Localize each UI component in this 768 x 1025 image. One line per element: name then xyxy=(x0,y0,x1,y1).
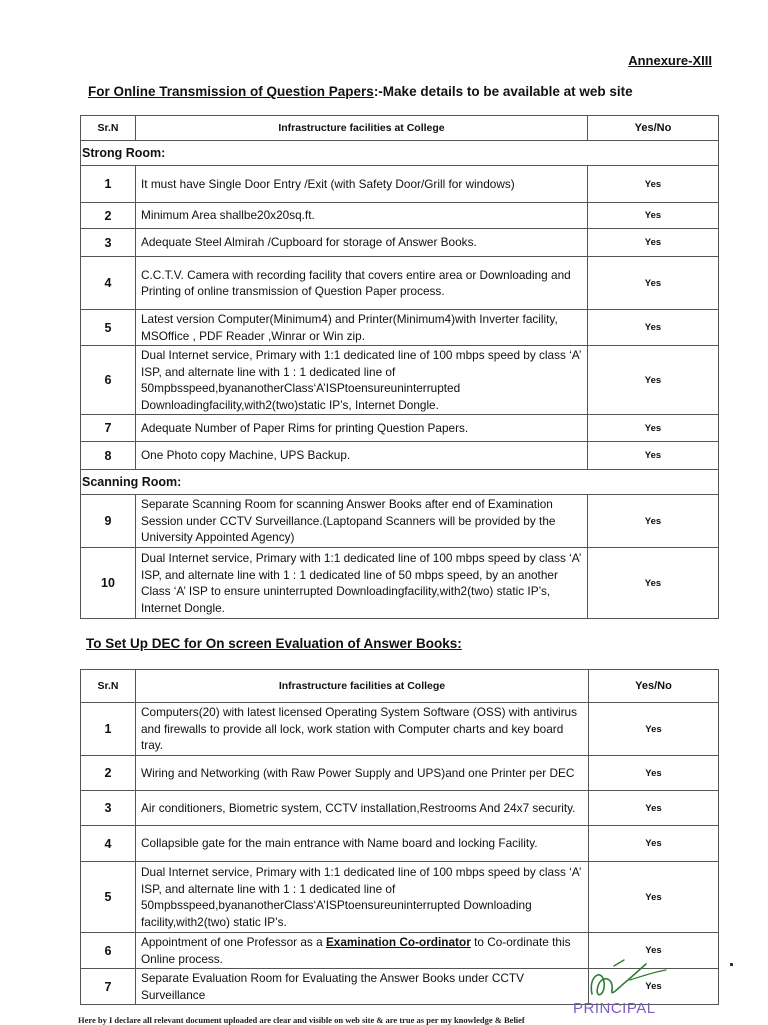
row-number: 9 xyxy=(81,495,136,548)
header-facility: Infrastructure facilities at College xyxy=(136,116,588,141)
row-answer: Yes xyxy=(588,229,719,257)
row-number: 3 xyxy=(81,229,136,257)
dec-setup-table xyxy=(80,669,719,1005)
row-answer: Yes xyxy=(589,703,719,756)
section-heading-dec-setup xyxy=(86,636,462,651)
row-answer: Yes xyxy=(588,346,719,415)
row-text-post: to Co-ordinate this Online process. xyxy=(141,935,571,966)
table-row xyxy=(81,862,719,933)
section-row-scanning-room xyxy=(81,470,719,495)
table-row xyxy=(81,548,719,619)
row-answer: Yes xyxy=(589,969,719,1005)
row-answer: Yes xyxy=(588,166,719,203)
row-number: 4 xyxy=(81,257,136,310)
row-description: Latest version Computer(Minimum4) and Printer(Minimum4)with Inverter facility, MSOffice , PDF Reader ,Winrar or Win zip. xyxy=(136,310,588,346)
row-number: 7 xyxy=(81,415,136,442)
strong-room-table xyxy=(80,115,719,619)
row-number: 5 xyxy=(81,862,136,933)
table-row xyxy=(81,415,719,442)
row-answer: Yes xyxy=(588,310,719,346)
section-label-strong-room: Strong Room: xyxy=(81,141,719,166)
row-number: 2 xyxy=(81,756,136,791)
table-header-row xyxy=(81,670,719,703)
examination-coordinator-text: Examination Co-ordinator xyxy=(325,935,471,949)
row-description: Minimum Area shallbe20x20sq.ft. xyxy=(136,203,588,229)
heading2-text: To Set Up DEC for On screen Evaluation of Answer Books: xyxy=(86,636,462,651)
row-answer: Yes xyxy=(589,862,719,933)
row-description: Dual Internet service, Primary with 1:1 dedicated line of 100 mbps speed by class ‘A’ ISP, and alternate line with 1 : 1 dedicated line of 50mpbsspeed,byananotherClass‘A’ISPtoensureuninterrupted Downloading facility,with2(two) static IP’s. xyxy=(136,862,589,933)
section-label-scanning-room: Scanning Room: xyxy=(81,470,719,495)
header-srn: Sr.N xyxy=(81,116,136,141)
row-description: Air conditioners, Biometric system, CCTV installation,Restrooms And 24x7 security. xyxy=(136,791,589,826)
declaration-text: Here by I declare all relevant document uploaded are clear and visible on web site & are true as per my knowledge & Belief xyxy=(78,1015,525,1025)
row-description: One Photo copy Machine, UPS Backup. xyxy=(136,442,588,470)
row-answer: Yes xyxy=(589,791,719,826)
row-description: Dual Internet service, Primary with 1:1 dedicated line of 100 mbps speed by class ‘A’ ISP, and alternate line with 1 : 1 dedicated line of 50 mbps speed, by an another Class ‘A’ ISP to ensure uninterrupted Downloadingfacility,with2(two) static IP’s, Internet Dongle. xyxy=(136,548,588,619)
table-row xyxy=(81,791,719,826)
row-answer: Yes xyxy=(588,257,719,310)
row-description: Dual Internet service, Primary with 1:1 dedicated line of 100 mbps speed by class ‘A’ ISP, and alternate line with 1 : 1 dedicated line of 50mpbsspeed,byananotherClass‘A’ISPtoensureuninterrupted Downloadingfacility,with2(two)static IP’s, Internet Dongle. xyxy=(136,346,588,415)
header-srn: Sr.N xyxy=(81,670,136,703)
row-description: C.C.T.V. Camera with recording facility that covers entire area or Downloading and Printing of online transmission of Question Paper process. xyxy=(136,257,588,310)
table-row xyxy=(81,346,719,415)
row-description: Computers(20) with latest licensed Operating System Software (OSS) with antivirus and firewalls to provide all lock, work station with Computer charts and key board tray. xyxy=(136,703,589,756)
row-description: Separate Scanning Room for scanning Answer Books after end of Examination Session under CCTV Surveillance.(Laptopand Scanners will be provided by the University Appointed Agency) xyxy=(136,495,588,548)
table-row xyxy=(81,495,719,548)
table-row xyxy=(81,703,719,756)
row-number: 5 xyxy=(81,310,136,346)
row-answer: Yes xyxy=(589,826,719,862)
table-row xyxy=(81,442,719,470)
header-yesno: Yes/No xyxy=(589,670,719,703)
heading1-underlined: For Online Transmission of Question Papers xyxy=(88,84,374,99)
table-row xyxy=(81,826,719,862)
row-number: 10 xyxy=(81,548,136,619)
row-answer: Yes xyxy=(588,415,719,442)
row-number: 8 xyxy=(81,442,136,470)
row-answer: Yes xyxy=(589,933,719,969)
table-row xyxy=(81,203,719,229)
row-description xyxy=(136,933,589,969)
row-description: Wiring and Networking (with Raw Power Supply and UPS)and one Printer per DEC xyxy=(136,756,589,791)
table-header-row xyxy=(81,116,719,141)
row-description: Adequate Number of Paper Rims for printing Question Papers. xyxy=(136,415,588,442)
row-number: 3 xyxy=(81,791,136,826)
row-number: 2 xyxy=(81,203,136,229)
row-description: Separate Evaluation Room for Evaluating the Answer Books under CCTV Surveillance xyxy=(136,969,589,1005)
row-number: 1 xyxy=(81,166,136,203)
table-row xyxy=(81,166,719,203)
table-row xyxy=(81,257,719,310)
row-number: 1 xyxy=(81,703,136,756)
table-row xyxy=(81,310,719,346)
row-description: Collapsible gate for the main entrance with Name board and locking Facility. xyxy=(136,826,589,862)
annexure-label: Annexure-XIII xyxy=(628,53,712,68)
header-facility: Infrastructure facilities at College xyxy=(136,670,589,703)
row-text-pre: Appointment of one Professor as a xyxy=(141,935,326,949)
row-answer: Yes xyxy=(588,495,719,548)
row-description: It must have Single Door Entry /Exit (with Safety Door/Grill for windows) xyxy=(136,166,588,203)
row-answer: Yes xyxy=(588,203,719,229)
section-row-strong-room xyxy=(81,141,719,166)
table-row xyxy=(81,229,719,257)
row-number: 6 xyxy=(81,346,136,415)
row-answer: Yes xyxy=(588,442,719,470)
row-number: 4 xyxy=(81,826,136,862)
row-description: Adequate Steel Almirah /Cupboard for storage of Answer Books. xyxy=(136,229,588,257)
header-yesno: Yes/No xyxy=(588,116,719,141)
principal-signature xyxy=(584,956,674,1006)
row-answer: Yes xyxy=(589,756,719,791)
row-number: 6 xyxy=(81,933,136,969)
row-number: 7 xyxy=(81,969,136,1005)
stray-dot xyxy=(730,963,733,966)
table-row xyxy=(81,756,719,791)
principal-stamp: PRINCIPAL xyxy=(573,1000,656,1017)
row-answer: Yes xyxy=(588,548,719,619)
section-heading-online-transmission xyxy=(88,84,633,99)
heading1-rest: :-Make details to be available at web site xyxy=(373,84,633,99)
